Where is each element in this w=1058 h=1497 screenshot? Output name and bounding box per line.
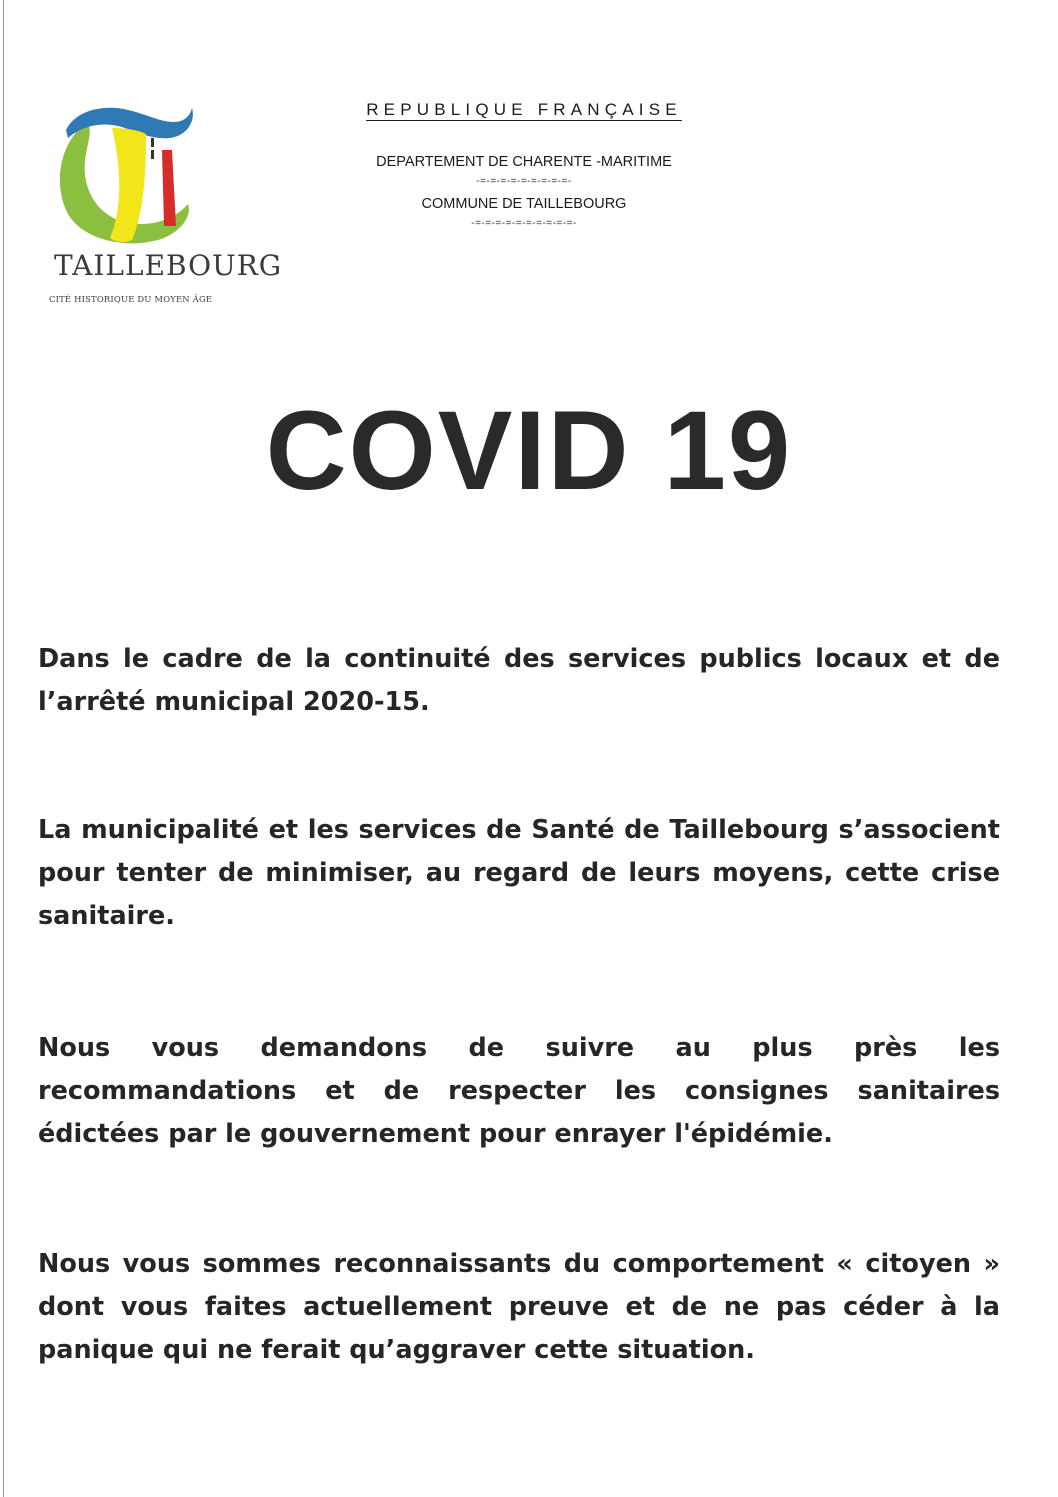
paragraph-1: Dans le cadre de la continuité des services publics locaux et de l’arrêté municipal 2020-15. xyxy=(38,644,1000,717)
taillebourg-logo xyxy=(40,92,283,314)
divider-2: -=-=-=-=-=-=-=-=-=-=- xyxy=(471,218,577,229)
logo-tagline: CITÉ HISTORIQUE DU MOYEN ÂGE xyxy=(49,294,213,304)
divider-1: -=-=-=-=-=-=-=-=-=- xyxy=(476,176,572,187)
paragraph-4: Nous vous sommes reconnaissants du comportement « citoyen » dont vous faites actuellement preuve et de ne pas céder à la panique qui ne ferait qu’aggraver cette situation. xyxy=(38,1249,1000,1365)
department-line: DEPARTEMENT DE CHARENTE -MARITIME xyxy=(376,154,672,170)
logo-wordmark: TAILLEBOURG xyxy=(54,249,283,282)
republic-heading: REPUBLIQUE FRANÇAISE xyxy=(366,100,682,119)
paragraph-3: Nous vous demandons de suivre au plus près les recommandations et de respecter les consignes sanitaires édictées par le gouvernement pour enrayer l'épidémie. xyxy=(38,1033,1000,1149)
page-title: COVID 19 xyxy=(265,388,793,513)
commune-line: COMMUNE DE TAILLEBOURG xyxy=(421,196,627,212)
logo-emblem-icon xyxy=(54,92,204,252)
paragraph-2: La municipalité et les services de Santé de Taillebourg s’associent pour tenter de minimiser, au regard de leurs moyens, cette crise sanitaire. xyxy=(38,815,1000,931)
page-edge-line xyxy=(3,0,4,1497)
